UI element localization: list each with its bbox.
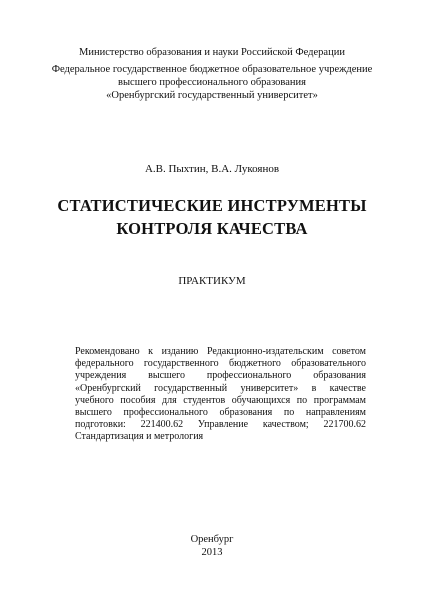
ministry-header: [0, 46, 424, 59]
genre-text: ПРАКТИКУМ: [178, 275, 246, 287]
recommendation-line-5: учебного пособия для студентов обучающихся по программам: [75, 394, 366, 406]
institution-block: [0, 63, 424, 102]
book-title-line-1: СТАТИСТИЧЕСКИЕ ИНСТРУМЕНТЫ: [57, 196, 367, 215]
recommendation-paragraph: [75, 346, 366, 444]
imprint: [0, 533, 424, 559]
recommendation-line-2: федерального государственного бюджетного образовательного: [75, 358, 366, 370]
book-title-line-2: КОНТРОЛЯ КАЧЕСТВА: [116, 219, 308, 238]
genre-label: [0, 275, 424, 288]
institution-line-3: «Оренбургский государственный университет»: [106, 90, 318, 101]
recommendation-line-6: высшего профессионального образования по направлениям: [75, 407, 366, 419]
imprint-year: 2013: [201, 547, 223, 558]
authors: А.В. Пыхтин, В.А. Лукоянов: [144, 163, 280, 175]
recommendation-line-1: Рекомендовано к изданию Редакционно-издательским советом: [75, 346, 366, 357]
imprint-city: Оренбург: [190, 534, 234, 545]
book-title: [0, 194, 424, 240]
recommendation-line-4: «Оренбургский государственный университет» в качестве: [75, 382, 366, 394]
institution-line-2: высшего профессионального образования: [118, 77, 306, 88]
recommendation-line-8: Стандартизация и метрология: [75, 431, 204, 443]
recommendation-line-7: подготовки: 221400.62 Управление качеством; 221700.62: [75, 419, 366, 431]
ministry-line: Министерство образования и науки Российской Федерации: [79, 47, 345, 58]
recommendation-line-3: учреждения высшего профессионального образования: [75, 370, 366, 382]
institution-line-1: Федеральное государственное бюджетное образовательное учреждение: [51, 64, 373, 75]
